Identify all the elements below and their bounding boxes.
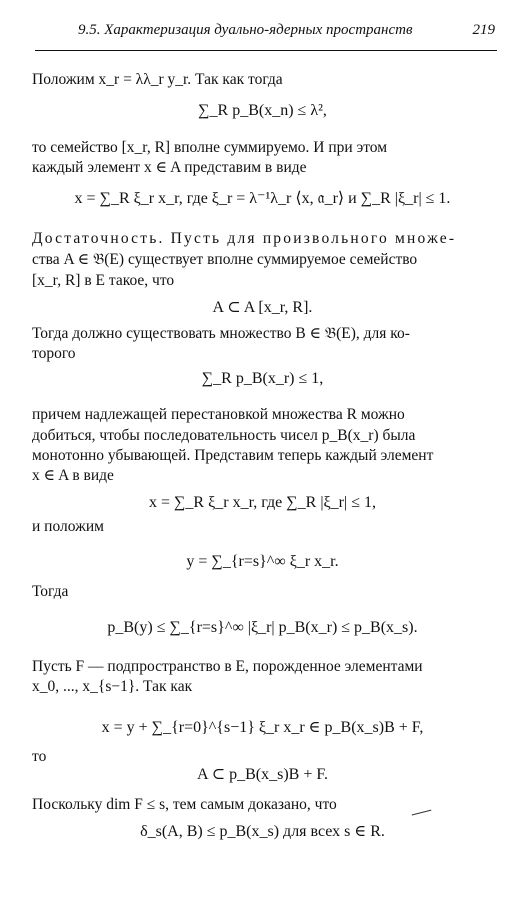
text-line: Поскольку dim F ≤ s, тем самым доказано, что (32, 796, 337, 813)
text-line: причем надлежащей перестановкой множества R можно (32, 406, 405, 423)
formula: δ_s(A, B) ≤ p_B(x_s) для всех s ∈ R. (140, 823, 385, 840)
text-line: каждый элемент x ∈ A представим в виде (32, 159, 307, 176)
page-number: 219 (472, 22, 495, 38)
text-line: Положим x_r = λλ_r y_r. Так как тогда (32, 71, 283, 88)
text-line: Тогда (32, 583, 69, 600)
formula: A ⊂ A [x_r, R]. (212, 299, 313, 316)
text-line: ства A ∈ 𝔅(E) существует вполне суммируемое семейство (32, 251, 418, 268)
text-line: торого (32, 345, 76, 362)
text-line: Пусть F — подпространство в E, порожденное элементами (32, 658, 423, 675)
header-rule (35, 50, 497, 51)
text-line: Достаточность. Пусть для произвольного множе- (32, 230, 457, 247)
formula: y = ∑_{r=s}^∞ ξ_r x_r. (186, 553, 339, 570)
text-line: x ∈ A в виде (32, 467, 114, 484)
formula: ∑_R p_B(x_r) ≤ 1, (201, 370, 324, 387)
text-line: и положим (32, 518, 104, 535)
pencil-mark (412, 810, 433, 820)
text-line: добиться, чтобы последовательность чисел p_B(x_r) была (32, 427, 416, 444)
formula: A ⊂ p_B(x_s)B + F. (197, 766, 328, 783)
formula: ∑_R p_B(x_n) ≤ λ², (198, 102, 327, 119)
text-line: то семейство [x_r, R] вполне суммируемо. И при этом (32, 139, 388, 156)
text-line: монотонно убывающей. Представим теперь каждый элемент (32, 447, 434, 464)
formula: x = y + ∑_{r=0}^{s−1} ξ_r x_r ∈ p_B(x_s)B + F, (101, 719, 424, 736)
text-line: Тогда должно существовать множество B ∈ 𝔅(E), для ко- (32, 325, 410, 342)
formula: x = ∑_R ξ_r x_r, где ∑_R |ξ_r| ≤ 1, (149, 494, 376, 511)
text-line: x_0, ..., x_{s−1}. Так как (32, 678, 193, 695)
formula: x = ∑_R ξ_r x_r, где ξ_r = λ⁻¹λ_r ⟨x, 𝔞_r⟩ и ∑_R |ξ_r| ≤ 1. (74, 190, 451, 207)
section-title: 9.5. Характеризация дуально-ядерных пространств (78, 22, 413, 38)
formula: p_B(y) ≤ ∑_{r=s}^∞ |ξ_r| p_B(x_r) ≤ p_B(x_s). (107, 619, 418, 636)
text-line: то (32, 748, 47, 765)
text-line: [x_r, R] в E такое, что (32, 272, 175, 289)
